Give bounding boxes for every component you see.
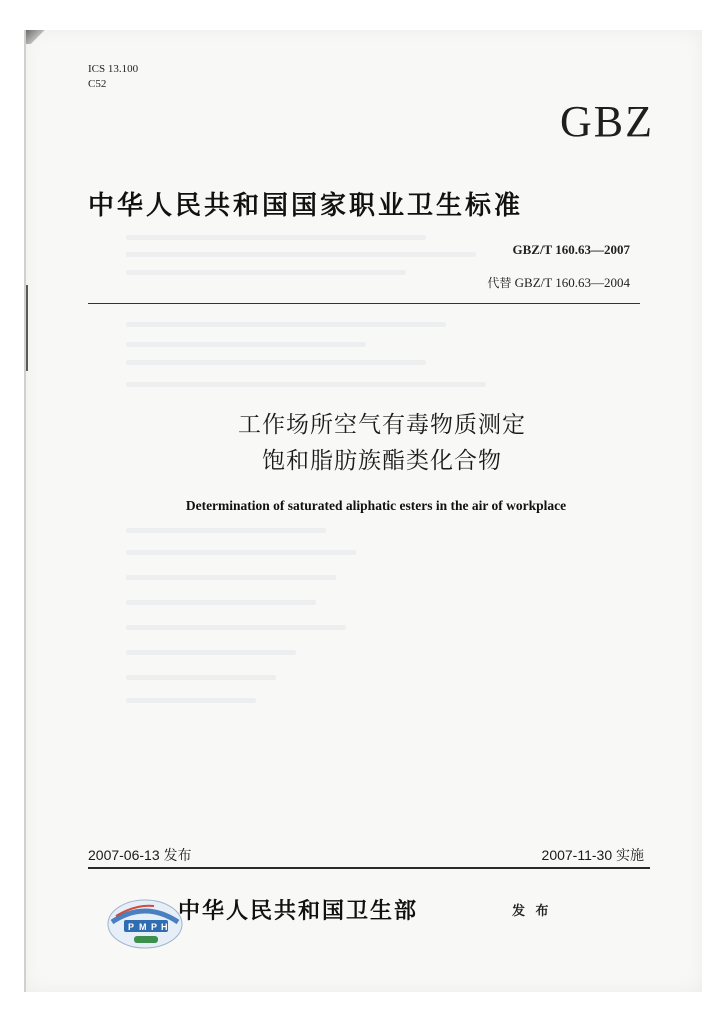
document-title-line-2: 饱和脂肪族酯类化合物	[262, 448, 502, 474]
header-divider	[88, 303, 640, 304]
bleed-through-line	[126, 270, 406, 275]
footer-divider	[88, 867, 650, 869]
bleed-through-line	[126, 342, 366, 347]
gbz-logo-text: GBZ	[560, 97, 654, 146]
bleed-through-line	[126, 698, 256, 703]
issue-date	[88, 845, 192, 865]
implementation-date-value: 2007-11-30	[541, 847, 613, 863]
logo-letter: H	[161, 922, 168, 932]
pmph-publisher-emblem	[106, 894, 184, 950]
logo-letter: P	[128, 922, 135, 932]
bleed-through-line	[126, 575, 336, 580]
issue-date-value: 2007-06-13	[88, 847, 160, 863]
standard-series-title: 中华人民共和国国家职业卫生标准	[88, 191, 524, 221]
replaces-code: GBZ/T 160.63—2004	[514, 275, 630, 290]
implementation-date	[542, 845, 644, 865]
implementation-date-suffix: 实施	[616, 847, 644, 863]
publisher-name: 中华人民共和国卫生部	[178, 899, 419, 924]
bleed-through-line	[126, 550, 356, 555]
bleed-through-line	[126, 675, 276, 680]
bleed-through-line	[126, 322, 446, 327]
logo-letter: M	[139, 922, 147, 932]
replaces-line	[487, 274, 630, 291]
publisher-suffix: 发 布	[512, 904, 552, 919]
document-title-line-1: 工作场所空气有毒物质测定	[238, 412, 526, 438]
bleed-through-line	[126, 625, 346, 630]
bleed-through-line	[126, 600, 316, 605]
logo-letter: P	[151, 922, 158, 932]
issue-date-suffix: 发布	[163, 847, 192, 863]
replaces-label: 代替	[487, 276, 512, 290]
ics-number: ICS 13.100	[88, 63, 139, 75]
class-code: C52	[88, 78, 107, 90]
standard-code: GBZ/T 160.63—2007	[512, 242, 630, 257]
bleed-through-line	[126, 528, 326, 533]
folded-corner-shadow	[26, 30, 46, 44]
bleed-through-line	[126, 650, 296, 655]
bleed-through-line	[126, 252, 476, 257]
bleed-through-line	[126, 235, 426, 240]
bleed-through-line	[126, 382, 486, 387]
standard-cover-page	[24, 30, 702, 992]
ics-classification	[88, 62, 138, 92]
document-title-english: Determination of saturated aliphatic esters in the air of workplace	[185, 498, 567, 513]
page-edge-mark	[26, 285, 28, 371]
bleed-through-line	[126, 360, 426, 365]
